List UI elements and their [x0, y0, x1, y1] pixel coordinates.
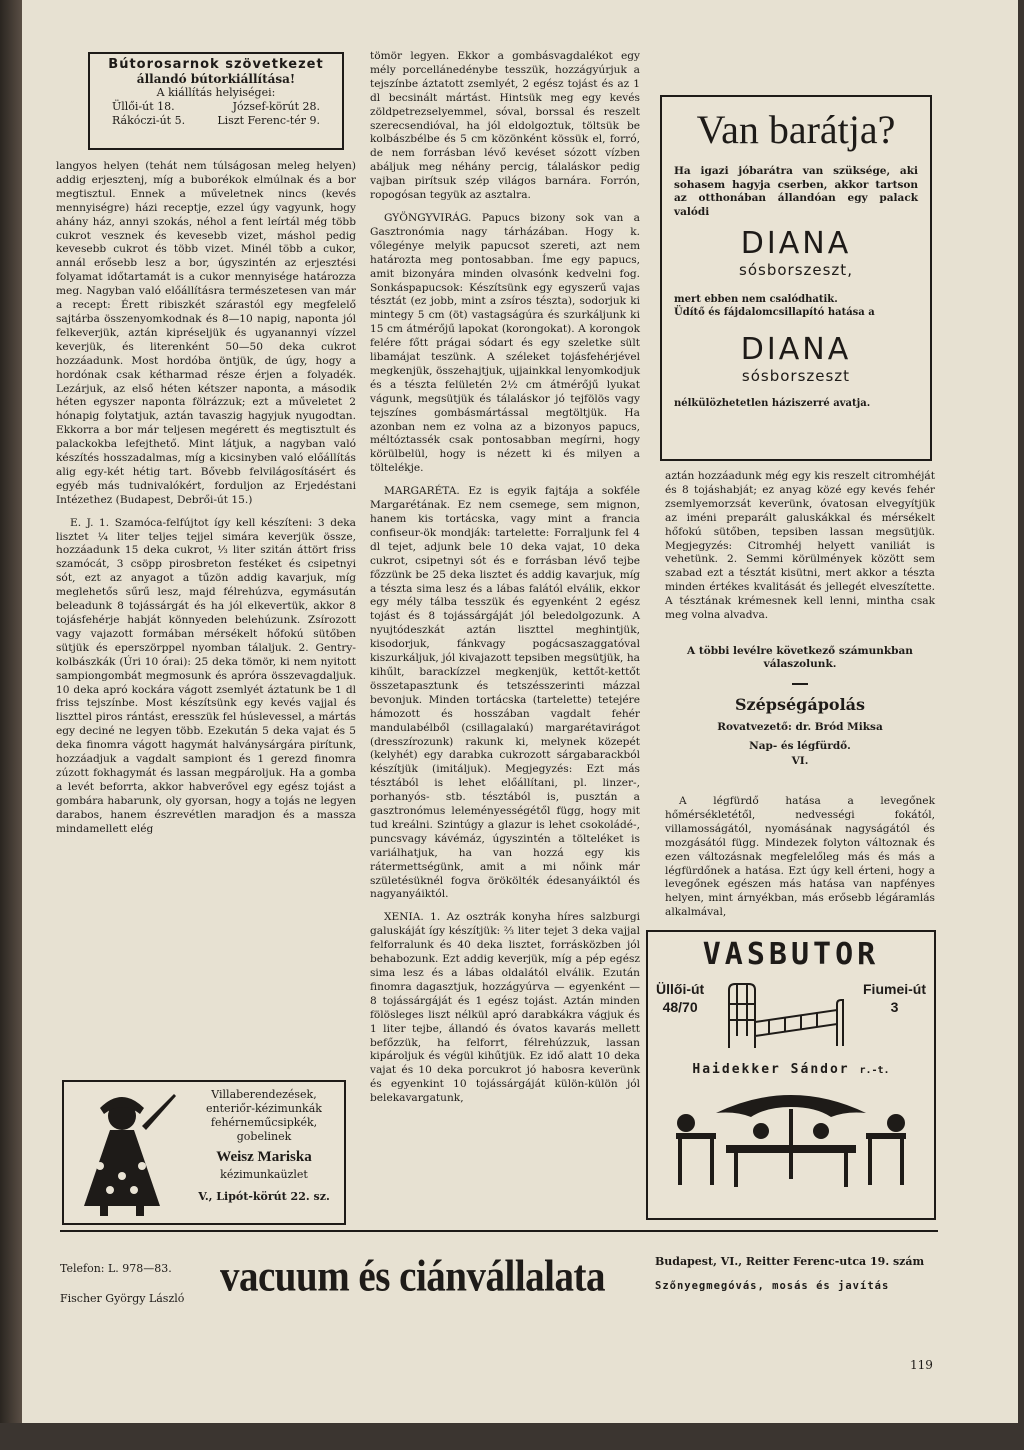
section-divider: [792, 683, 808, 685]
diana-product: sósborszeszt: [741, 367, 851, 385]
weisz-ad-line: fehérneműcsipkék,: [210, 1116, 318, 1129]
butor-ad-line2: állandó bútorkiállítása!: [136, 72, 296, 86]
diana-ad-text: mert ebben nem csalódhatik.: [674, 294, 838, 305]
butor-ad-address-row: [98, 100, 334, 114]
doll-illustration-icon: [70, 1086, 180, 1221]
article-paragraph: XENIA. 1. Az osztrák konyha híres salzburgi galuskáját így készítjük: ⅔ liter tejet 3 deka vajjal felforralunk és 40 deka lisztet, forrásközben jól behabozunk. Ezt addig keverjük, míg a pép egész sima lesz és a lábas oldalától elválik. Ezután finomra dagasztjuk, hozzágyúrva — egyenként — 8 tojássárgáját és 1 egész tojást. Aztán minden fölösleges liszt nélkül apró darabkákra vágjuk és 1 liter tejbe, állandó és óvatos kavarás mellett befőzzük, ha felforrt, félrehúzzuk, lassan kipároljuk és végül kihűtjük. Ez idő alatt 10 deka vajat és 10 deka porcukrot jó habosra keverünk és egyenkint 10 tojássárgáját külön-külön jól belekavargatunk,: [370, 911, 640, 1105]
vasbutor-company-name: Haidekker Sándor: [692, 1062, 850, 1077]
vasbutor-addresses: [656, 980, 926, 1050]
diana-ad-lead: Ha igazi jóbarátra van szüksége, aki sohasem hagyja cserben, akkor tartson az otthonában állandóan egy palack valódi: [674, 165, 918, 218]
butor-ad: [88, 52, 344, 150]
butor-ad-address: Üllői-út 18.: [112, 100, 175, 113]
middle-column-text: [370, 50, 640, 1450]
banner-services: Szőnyegmegóvás, mosás és javítás: [655, 1280, 890, 1292]
banner-company-name: vacuum és ciánvállalata: [220, 1251, 605, 1301]
butor-ad-address-row: [98, 114, 334, 128]
vasbutor-address-street: Fiumei-út: [863, 981, 926, 997]
article-paragraph: A légfürdő hatása a levegőnek hőmérsékletétől, nedvességi fokától, villamosságától, nyomásának nagyságától és mozgásától függ. Mindezek folyton változnak és ezen változásnak megfelelőleg más és más a légfürdőnek a hatása. Ezt úgy kell érteni, hogy a levegőnek egészen más hatása van napfényes helyen, mint árnyékban, más erősebb légáramlás alkalmával,: [665, 795, 935, 919]
weisz-ad-line: Villaberendezések,: [211, 1088, 317, 1101]
banner-owner: Fischer György László: [60, 1292, 185, 1305]
right-column-text-2: [665, 795, 935, 920]
article-paragraph: MARGARÉTA. Ez is egyik fajtája a sokféle Margarétának. Ez nem csemege, sem mignon, hanem kis tortácska, vagy mint a francia confiseur-ök mondják: tartelette: Forraljunk fel 4 dl tejet, adjunk bele 10 deka vajat, 10 deka cukrot, csipetnyi sót és e forrásban lévő tejbe főzzünk be 25 deka lisztet és addig kavarjuk, míg a tészta sima lesz és a lábas falától elválik, ekkor egy mély tálba tesszük és egyenként 2 egész tojást és 8 tojássárgáját jól beledolgozunk. A nyujtódeszkát aztán liszttel meghintjük, kisodorjuk, fánkvagy pogácsaszaggatóval kiszurkáljuk, jól kivajazott tepsiben megsütjük, ha kihűlt, barackízzel megkenjük, kettőt-kettőt összetapasztunk és tetszésszerinti mázzal bevonjuk. Minden tortácska (tartelette) tetejére hámozott és hosszában vagdalt fehér mandulabélből (csillagalakú) margarétavirágot (dresszírozunk) rakunk ki, melynek közepét (kelyhét) egy darabka cukrozott sárgabarackból készítjük (imitáljuk). Megjegyzés: Ezt más tésztából is lehet előállítani, pl. linzer-, porhanyós- stb. tésztából is, pusztán a gasztronómus leleményességétől függ, hogy mit tud kreálni. Szintúgy a glazur is lehet csokoládé-, puncsvagy kávémáz, úgyszintén a tölteléket is variálhatjuk, ha van hozzá egy kis rátermettségünk, amit a mi nőink már születésüknél fogva örökölték édesanyáiktól és nagyanyáiktól.: [370, 485, 640, 901]
article-paragraph: langyos helyen (tehát nem túlságosan meleg helyen) addig erjesztenj, míg a buborékok elmúlnak és a bor megtisztul. Ennek a műveletnek nincs (kevés mennyiségre) házi receptje, ezzel úgy vagyunk, hogy ahány ház, annyi szokás, néhol a fent leírtál még több cukrot vesznek és kevesebb vizet, máshol pedig kevesebb cukrot és több vizet. Minél több a cukor, annál erősebb lesz a bor, úgyszintén az erjesztési folyamat időtartamát is a cukor mennyisége határozza meg. Nagyban való előállításra természetesen van már a recept: Érett ribiszkét szárastól egy megfelelő sajtárba összenyomkodnak és 8—10 napig, naponta jól felkeverjük, aztán kipréseljük és ugyanannyi vízzel keverjük, és literenként 50—50 deka cukrot hozzáadunk. Most hordóba öntjük, de úgy, hogy a hordónak csak kétharmad része érjen a folyadék. Lezárjuk, az első héten kétszer naponta, a második héten egyszer naponta fölrázzuk; ezt a műveletet 2 hónapig folytatjuk, aztán tavaszig hagyjuk nyugodtan. Ekkorra a bor már teljesen megérett és megtisztult és palackokba lefejthető. Mint látjuk, a nagyban való készítés hosszadalmas, míg a kicsinyben való előállítás alig egy-két hétig tart. Bővebb felvilágosításért és egyéb más tudnivalókért, forduljon az Erjedéstani Intézethez (Budapest, Debrői-út 15.): [56, 160, 356, 506]
vasbutor-address-number: 3: [890, 999, 899, 1015]
diana-ad: [660, 95, 932, 461]
weisz-ad-shop: kézimunkaüzlet: [220, 1168, 308, 1181]
banner-telephone: Telefon: L. 978—83.: [60, 1262, 172, 1275]
vasbutor-ad: [646, 930, 936, 1220]
diana-product: sósborszeszt,: [739, 261, 853, 279]
section-editor: Rovatvezető: dr. Bród Miksa: [717, 721, 883, 733]
butor-ad-address: Rákóczi-út 5.: [112, 114, 186, 127]
weisz-ad-line: gobelinek: [236, 1130, 292, 1143]
butor-ad-address: Liszt Ferenc-tér 9.: [217, 114, 320, 127]
section-subtitle: Nap- és légfürdő.: [749, 740, 851, 752]
left-column-text: [56, 160, 356, 835]
vasbutor-address-left: [656, 980, 704, 1050]
vasbutor-company-suffix: r.-t.: [859, 1065, 890, 1076]
right-column-text: [665, 470, 935, 645]
article-paragraph: tömör legyen. Ekkor a gombásvagdalékot egy mély porcellánedénybe tesszük, hozzágyúrjuk a tejszínbe áztatott zsemlyét, 2 egész tojást és az 1 dl becsinált mártást. Hintsük meg egy kevés zöldpetrezselyemmel, sóval, borssal és reszelt szerecsendióval, ha jól eldolgoztuk, töltsük be kolbászbélbe és 5 cm közönként kössük el, forró, de nem forrásban lévő kevéset sózott vízben abáljuk meg néhány percig, tálaláskor pedig vajban pirítsuk szép világos barnára. Forrón, ropogósan tegyük az asztalra.: [370, 50, 640, 202]
garden-furniture-illustration: [656, 1083, 926, 1193]
vasbutor-address-street: Üllői-út: [656, 981, 705, 997]
vasbutor-address-right: [863, 980, 926, 1050]
book-spine: [0, 0, 22, 1423]
section-number: VI.: [791, 755, 809, 767]
article-paragraph: GYÖNGYVIRÁG. Papucs bizony sok van a Gasztronómia nagy tárházában. Hogy k. vőlegénye melyik papucsot szereti, azt nem határozta meg pontosabban. Íme egy papucs, amit bizonyára minden olvasónk kedvelni fog. Sonkáspapucsok: Készítsünk egy egyszerű vajas tésztát (ez jobb, mint a zsíros tészta), sodorjuk ki mintegy 5 cm (öt) vastagságúra és szurkáljunk ki 15 cm átmérőjű lapokat (korongokat). A korongok felére főtt prágai sódart és egy szeletke sült libamájat teszünk. A széleket tojásfehérjével megkenjük, összehajtjuk, ujjainkkal lenyomkodjuk és a tészta felületén 2½ cm átmérőjű lyukat vágunk, megsütjük és tálaláskor jó tejfölös vagy tejszínes gombásmártással megtöltjük. Ha azonban nem ez volna az a bizonyos papucs, méltóztassék csak pontosabban megírni, hogy körülbelül, hogy is nézett ki és milyen a töltelékje.: [370, 211, 640, 475]
diana-brand: DIANA: [740, 332, 852, 367]
diana-ad-text: nélkülözhetetlen háziszerré avatja.: [674, 398, 871, 409]
diana-brand: DIANA: [740, 226, 852, 261]
banner-address: Budapest, VI., Reitter Ferenc-utca 19. szám: [655, 1255, 925, 1268]
diana-ad-headline: Van barátja?: [696, 107, 896, 152]
szepsegapolas-section: [665, 645, 935, 769]
vasbutor-address-number: 48/70: [662, 999, 698, 1015]
section-title: Szépségápolás: [734, 695, 866, 714]
butor-ad-line3: A kiállítás helyiségei:: [156, 86, 276, 99]
weisz-ad-name: Weisz Mariska: [216, 1149, 312, 1165]
weisz-ad-text: [184, 1088, 344, 1204]
butor-ad-address: József-körút 28.: [232, 100, 320, 113]
vasbutor-headline: VASBUTOR: [702, 937, 880, 972]
page-number: 119: [910, 1358, 933, 1372]
weisz-ad-line: enteriőr-kézimunkák: [206, 1102, 322, 1115]
vasbutor-company: [656, 1062, 926, 1077]
iron-bed-icon: [719, 980, 849, 1050]
weisz-ad-address: V., Lipót-körút 22. sz.: [198, 1190, 330, 1203]
banner-rule: [60, 1230, 938, 1232]
diana-ad-text: Üdítő és fájdalomcsillapító hatása a: [674, 307, 875, 318]
article-paragraph: aztán hozzáadunk még egy kis reszelt citromhéját és 8 tojáshabját; ez anyag közé egy kevés fehér zsemlyemorzsát keverünk, óvatosan elvegyítjük az iméni preparált galuskákkal és mérsékelt hőfokú sütőben, tepsiben lassan megsütjük. Megjegyzés: Citromhéj helyett vaniliát is vehetünk. 2. Semmi körülmények között sem szabad ezt a tésztát kisütni, mert akkor a tészta minden értékes kvalitását és jellegét elveszítette. A tésztának krémesnek kell lenni, mintha csak meg volna alvadva.: [665, 470, 935, 622]
article-paragraph: E. J. 1. Szamóca-felfújtot így kell készíteni: 3 deka lisztet ¼ liter teljes tejjel simára keverjük össze, hozzáadunk 15 deka cukrot, ⅓ liter szitán áttört friss szamócát, 3 csöpp pirosbreton festéket és csipetnyi sót, ezt az anyagot a tűzön addig kavarjuk, míg meglehetős sűrű lesz, majd félrehúzva, egymásután beleadunk 8 tojássárgát és ha jól elkevertük, akkor 8 tojásfehérje habját könnyeden belehúzunk. Zsírozott vagy vajazott formában mérsékelt hőfokú sütőben sütjük és eperszörppel nyomban tálaljuk. 2. Gentry-kolbászkák (Úri 10 órai): 25 deka tömör, ki nem nyitott sampiongombát megmosunk és apróra összevagdaljuk. 10 deka apró kockára vágott zsemlyét áztatunk be 1 dl friss tejszínbe. Most készítsünk egy kevés vajjal és liszttel piros rántást, eresszük fel húslevessel, a mártás egy deciné ne legyen több. Ezekután 5 deka vajat és 5 deka finomra vágott hagymát halványsárgára pirítunk, hozzáadjuk a vagdalt sampiont és 1 gerezd finomra zúzott fokhagymát és lassan megpároljuk. Ha a gomba a levét beforrta, akkor habverővel egy egész tojást a gombára habarunk, oly gyorsan, hogy a tojás ne legyen darabos, hanem észrevétlen maradjon és a massza mindamellett elég: [56, 516, 356, 835]
next-issue-note: A többi levélre következő számunkban válaszolunk.: [687, 645, 913, 670]
butor-ad-line1: Bútorosarnok szövetkezet: [108, 57, 324, 72]
weisz-ad: [62, 1080, 346, 1225]
